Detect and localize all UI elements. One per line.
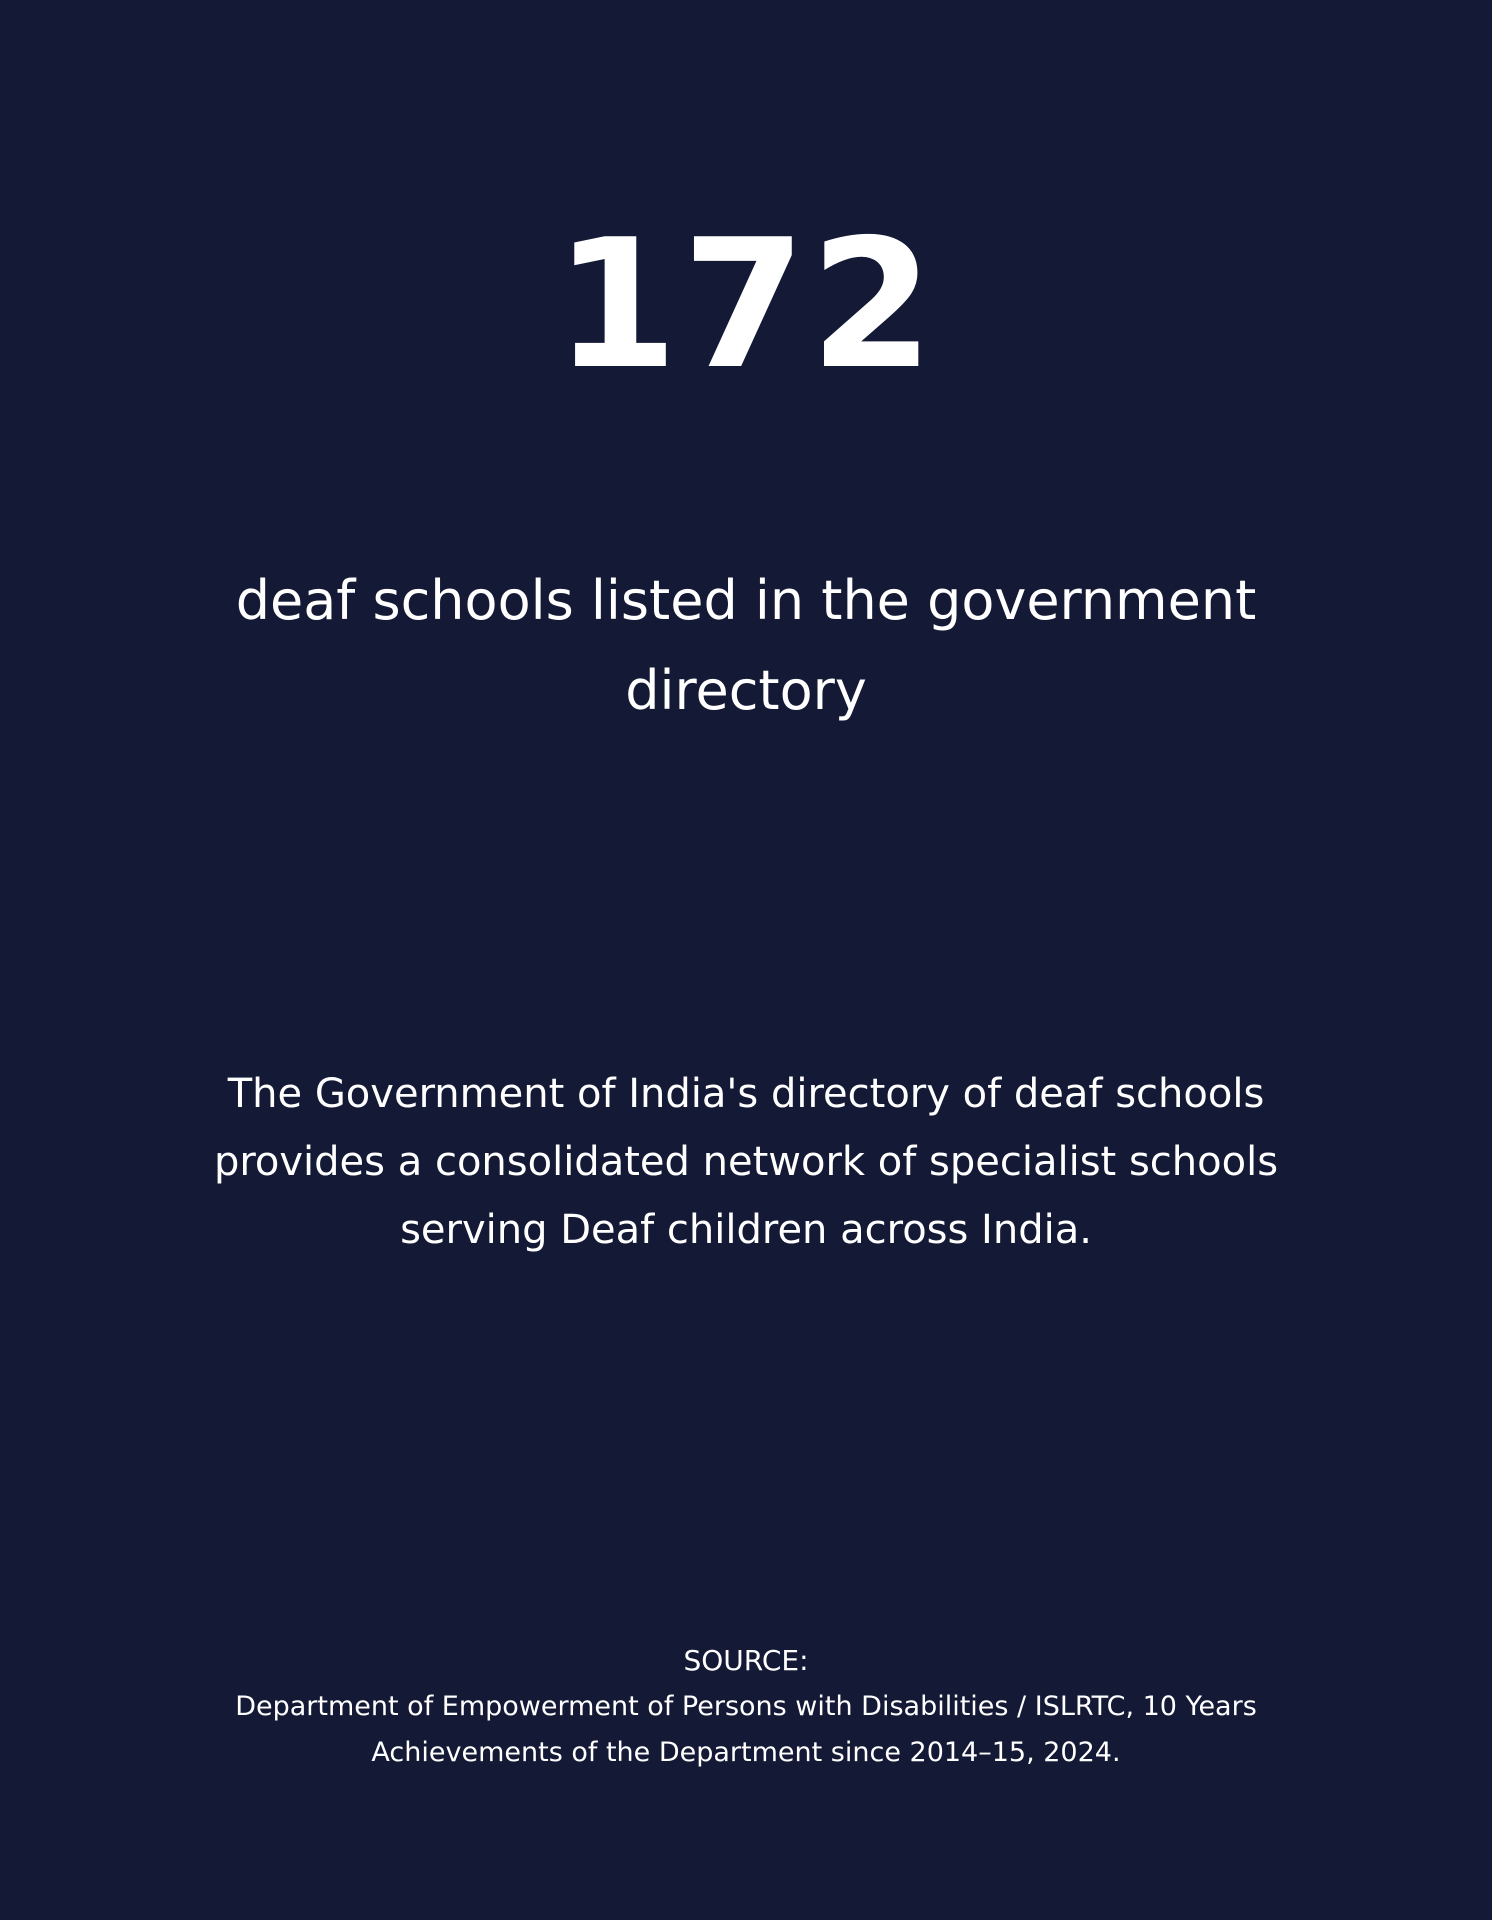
source-block bbox=[200, 1638, 1292, 1776]
source-heading: SOURCE: bbox=[683, 1644, 809, 1677]
stat-number: 172 bbox=[554, 201, 938, 408]
stat-label: deaf schools listed in the government directory bbox=[235, 569, 1257, 722]
source-citation: Department of Empowerment of Persons with Disabilities / ISLRTC, 10 Years Achievements of the Department since 2014–15, 2024. bbox=[235, 1691, 1257, 1768]
description-text: The Government of India's directory of deaf schools provides a consolidated network of specialist schools serving Deaf children across India. bbox=[213, 1071, 1279, 1253]
